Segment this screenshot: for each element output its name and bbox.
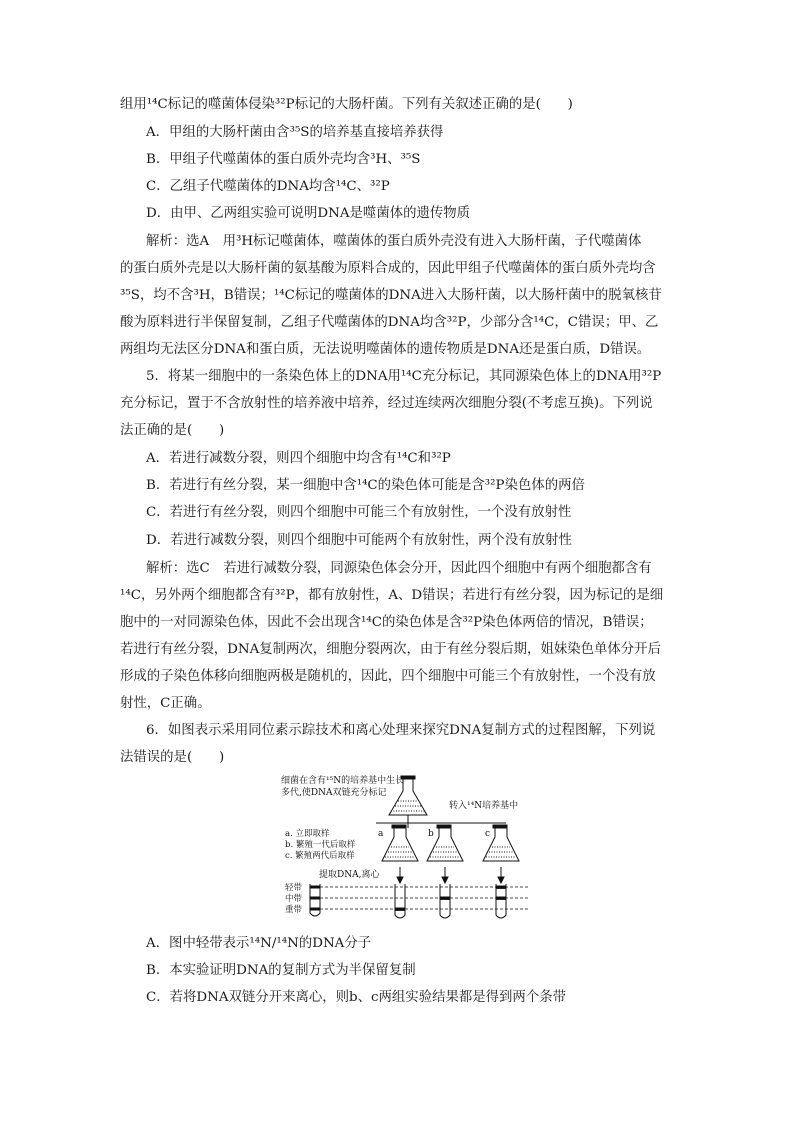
- q5-analysis-line: 射性，C正确。: [120, 696, 211, 711]
- q4-option-a: A．甲组的大肠杆菌由含³⁵S的培养基直接培养获得: [146, 125, 444, 140]
- top-text-1: 细菌在含有¹⁵N的培养基中生长: [281, 776, 405, 786]
- q5-option-b: B．若进行有丝分裂，某一细胞中含¹⁴C的染色体可能是含³²P染色体的两倍: [146, 478, 585, 493]
- tube-c: [496, 884, 506, 918]
- q5-stem-line: 5．将某一细胞中的一条染色体上的DNA用¹⁴C充分标记，其同源染色体上的DNA用³²P: [146, 369, 662, 384]
- step-a-label: a. 立即取样: [285, 829, 330, 839]
- band-heavy-label: 重带: [285, 905, 303, 915]
- q5-analysis-line: ¹⁴C，另外两个细胞都含有³²P，都有放射性，A、D错误；若进行有丝分裂，因为标记的是细: [120, 588, 664, 603]
- q5-option-d: D．若进行减数分裂，则四个细胞中可能两个有放射性，两个没有放射性: [146, 533, 572, 548]
- q4-option-c: C．乙组子代噬菌体的DNA均含¹⁴C、³²P: [146, 179, 390, 194]
- dna-replication-figure: [279, 773, 551, 925]
- tube-a: [395, 884, 405, 918]
- q5-analysis-line: 解析：选C 若进行减数分裂，同源染色体会分开，因此四个细胞中有两个细胞都含有: [146, 561, 652, 576]
- q5-analysis-line: 形成的子染色体移向细胞两极是随机的，因此，四个细胞中可能三个有放射性，一个没有放: [120, 669, 656, 684]
- q6-stem-line: 6．如图表示采用同位素示踪技术和离心处理来探究DNA复制方式的过程图解，下列说: [146, 723, 656, 738]
- top-text-2: 多代,使DNA双链充分标记: [281, 788, 387, 798]
- q5-stem-line: 法正确的是( ): [120, 423, 225, 438]
- flask-a: [382, 825, 418, 861]
- q5-analysis-line: 胞中的一对同源染色体，因此不会出现含¹⁴C的染色体是含³²P染色体两倍的情况，B错误；: [120, 615, 653, 630]
- reference-tube: [310, 884, 320, 916]
- flask-b-label: b: [428, 829, 434, 839]
- step-b-label: b. 繁殖一代后取样: [285, 840, 356, 850]
- band-light-label: 轻带: [285, 883, 303, 893]
- q4-analysis-line: 解析：选A 用³H标记噬菌体，噬菌体的蛋白质外壳没有进入大肠杆菌，子代噬菌体: [146, 234, 642, 249]
- band-middle-label: 中带: [285, 894, 303, 904]
- transfer-text: 转入¹⁴N培养基中: [449, 801, 519, 811]
- q4-analysis-line: 两组均无法区分DNA和蛋白质，无法说明噬菌体的遗传物质是DNA还是蛋白质，D错误。: [120, 342, 651, 357]
- arrows: [397, 867, 504, 883]
- q4-analysis-line: 酸为原料进行半保留复制，乙组子代噬菌体的DNA均含³²P，少部分含¹⁴C，C错误；甲、乙: [120, 315, 659, 330]
- q6-stem-line: 法错误的是( ): [120, 750, 225, 765]
- q6-option-b: B．本实验证明DNA的复制方式为半保留复制: [146, 963, 416, 978]
- flask-c-label: c: [485, 829, 491, 839]
- step-c-label: c. 繁殖两代后取样: [285, 851, 355, 861]
- q5-stem-line: 充分标记，置于不含放射性的培养液中培养，经过连续两次细胞分裂(不考虑互换)。下列说: [120, 396, 653, 411]
- q6-option-c: C．若将DNA双链分开来离心，则b、c两组实验结果都是得到两个条带: [146, 990, 566, 1005]
- q6-option-a: A．图中轻带表示¹⁴N/¹⁴N的DNA分子: [146, 936, 372, 951]
- flask-a-label: a: [378, 829, 384, 839]
- extract-text: 提取DNA,离心: [319, 870, 380, 880]
- q5-option-c: C．若进行有丝分裂，则四个细胞中可能三个有放射性，一个没有放射性: [146, 505, 572, 520]
- q4-option-d: D．由甲、乙两组实验可说明DNA是噬菌体的遗传物质: [146, 206, 471, 221]
- q5-option-a: A．若进行减数分裂，则四个细胞中均含有¹⁴C和³²P: [146, 451, 451, 466]
- q5-analysis-line: 若进行有丝分裂，DNA复制两次，细胞分裂两次，由于有丝分裂后期，姐妹染色单体分开后: [120, 642, 661, 657]
- q4-stem: 组用¹⁴C标记的噬菌体侵染³²P标记的大肠杆菌。下列有关叙述正确的是( ): [120, 97, 573, 112]
- q4-analysis-line: ³⁵S，均不含³H，B错误；¹⁴C标记的噬菌体的DNA进入大肠杆菌，以大肠杆菌中的脱氧核苷: [120, 288, 662, 303]
- q4-analysis-line: 的蛋白质外壳是以大肠杆菌的氨基酸为原料合成的，因此甲组子代噬菌体的蛋白质外壳均含: [120, 261, 656, 276]
- q4-option-b: B．甲组子代噬菌体的蛋白质外壳均含³H、³⁵S: [146, 152, 421, 167]
- tube-b: [440, 884, 450, 918]
